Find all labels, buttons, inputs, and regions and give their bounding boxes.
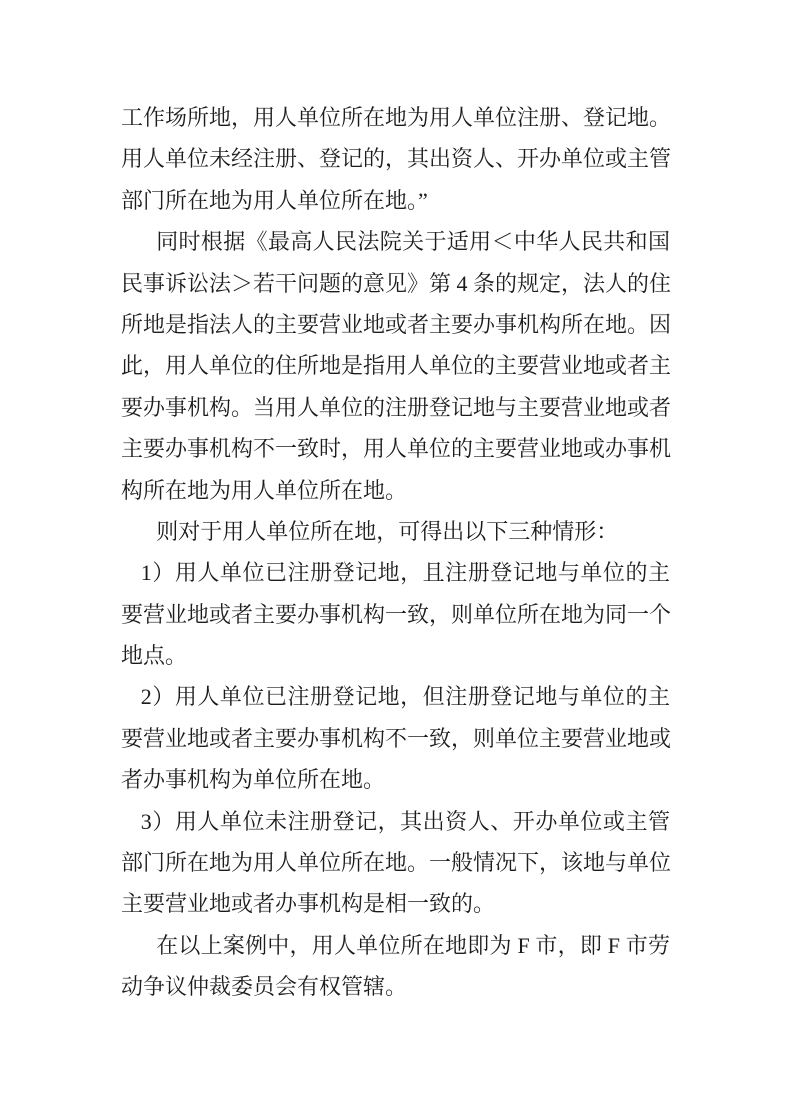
text-line: 此，用人单位的住所地是指用人单位的主要营业地或者主 <box>121 353 672 379</box>
text-line: 同时根据《最高人民法院关于适用＜中华人民共和国 <box>156 229 670 255</box>
text-line: 要办事机构。当用人单位的注册登记地与主要营业地或者 <box>121 394 672 420</box>
text-line: 要营业地或者主要办事机构不一致，则单位主要营业地或 <box>121 725 672 751</box>
text-line: 地点。 <box>121 643 188 669</box>
text-line: 者办事机构为单位所在地。 <box>121 767 386 793</box>
text-line: 则对于用人单位所在地，可得出以下三种情形： <box>156 518 619 544</box>
text-line: 部门所在地为用人单位所在地。” <box>121 187 428 213</box>
text-line: 所地是指法人的主要营业地或者主要办事机构所在地。因 <box>121 311 672 337</box>
paragraph <box>121 676 670 800</box>
text-line: 3）用人单位未注册登记，其出资人、开办单位或主管 <box>140 808 670 834</box>
text-line: 主要办事机构不一致时，用人单位的主要营业地或办事机 <box>121 436 672 462</box>
text-line: 要营业地或者主要办事机构一致，则单位所在地为同一个 <box>121 601 672 627</box>
text-line: 部门所在地为用人单位所在地。一般情况下，该地与单位 <box>121 850 672 876</box>
text-line: 民事诉讼法＞若干问题的意见》第 4 条的规定，法人的住 <box>121 270 672 296</box>
text-line: 在以上案例中，用人单位所在地即为 F 市，即 F 市劳 <box>156 932 670 958</box>
text-line: 主要营业地或者办事机构是相一致的。 <box>121 891 496 917</box>
paragraph <box>121 801 670 925</box>
paragraph <box>121 552 670 676</box>
paragraph <box>121 97 670 221</box>
paragraph <box>121 511 670 552</box>
text-line: 用人单位未经注册、登记的，其出资人、开办单位或主管 <box>121 146 672 172</box>
text-block <box>121 97 670 1008</box>
text-line: 构所在地为用人单位所在地。 <box>121 477 408 503</box>
text-line: 1）用人单位已注册登记地，且注册登记地与单位的主 <box>140 560 670 586</box>
text-line: 动争议仲裁委员会有权管辖。 <box>121 974 408 1000</box>
paragraph <box>121 925 670 1008</box>
text-line: 2）用人单位已注册登记地，但注册登记地与单位的主 <box>140 684 670 710</box>
text-line: 工作场所地，用人单位所在地为用人单位注册、登记地。 <box>121 105 672 130</box>
paragraph <box>121 221 670 511</box>
